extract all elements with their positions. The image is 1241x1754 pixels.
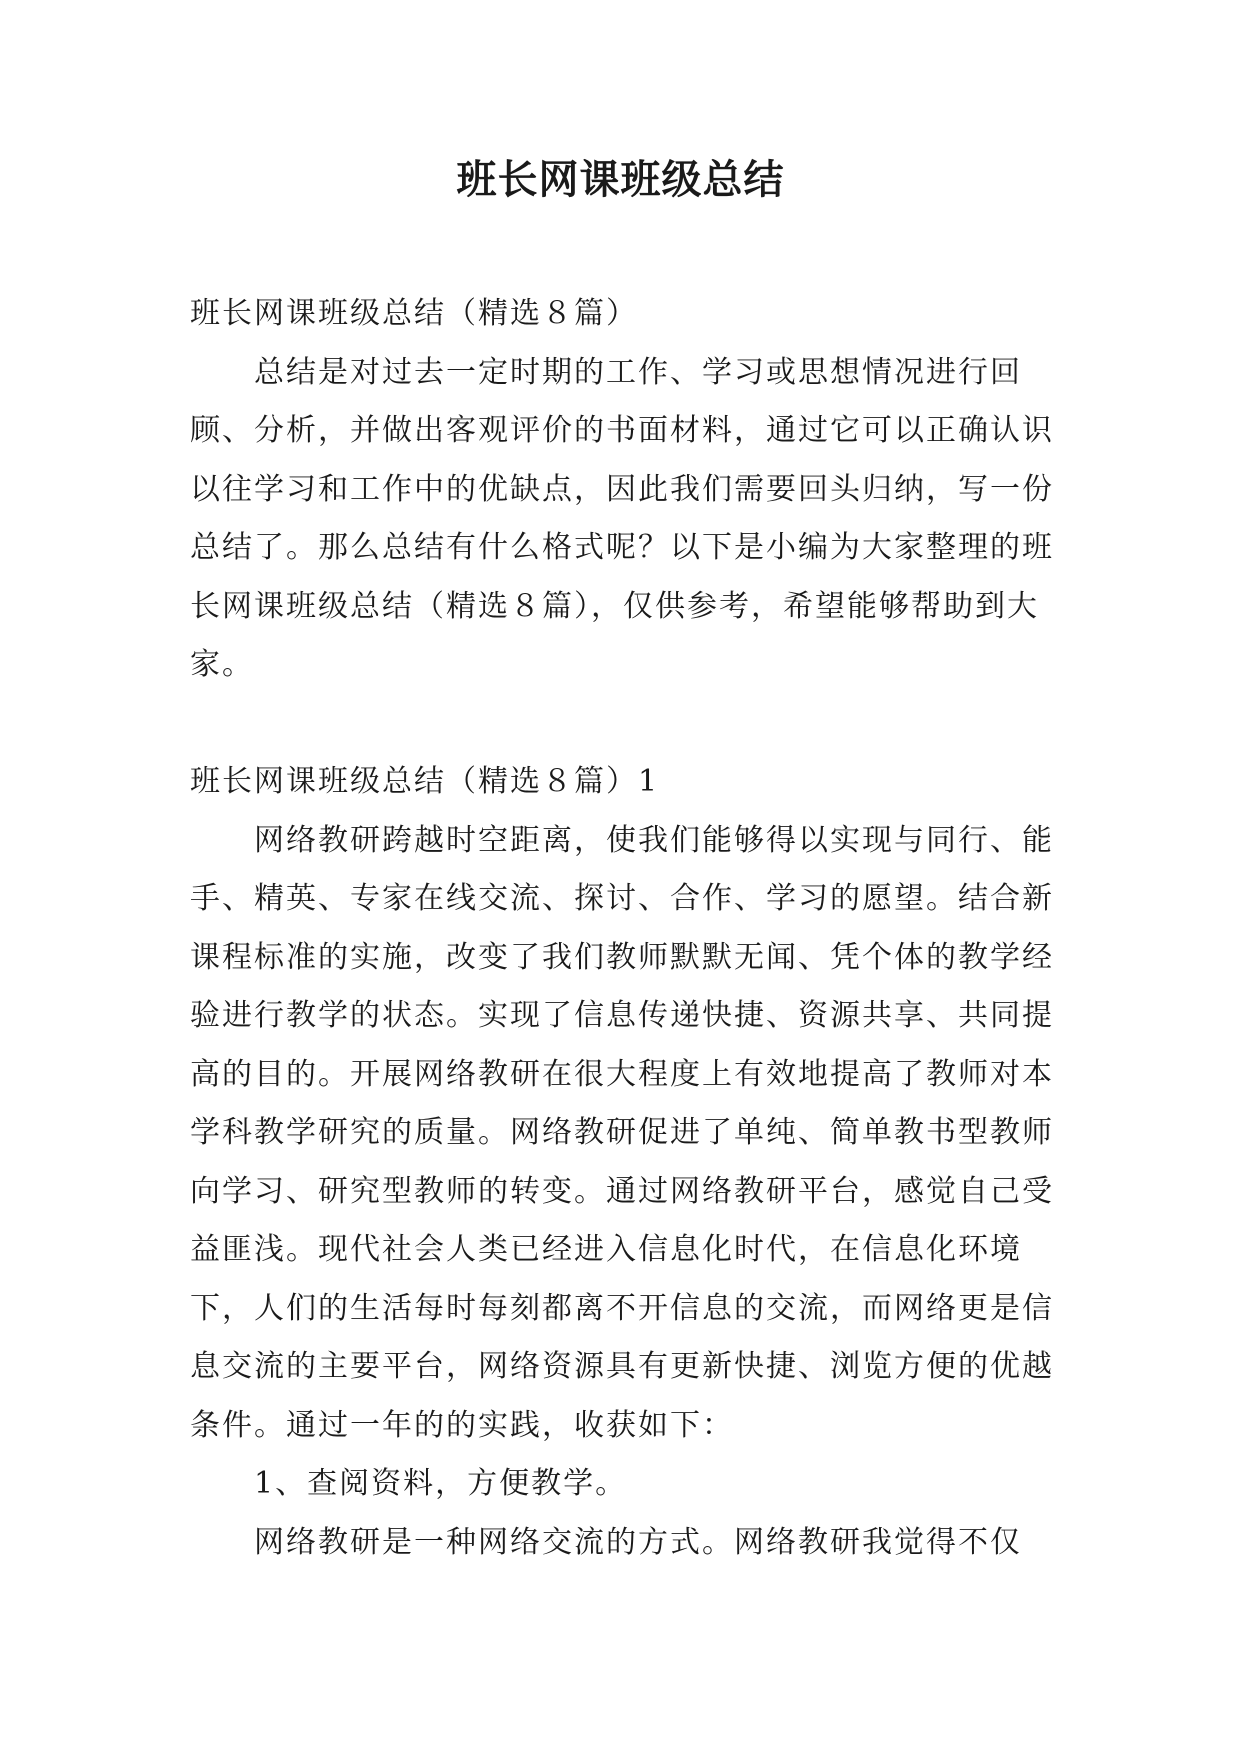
document-title: 班长网课班级总结 — [456, 156, 785, 203]
point-paragraph: 网络教研是一种网络交流的方式。网络教研我觉得不仅 — [254, 1524, 1022, 1560]
document-body — [190, 285, 1066, 1572]
intro-paragraph: 总结是对过去一定时期的工作、学习或思想情况进行回顾、分析，并做出客观评价的书面材料，通过它可以正确认识以往学习和工作中的优缺点，因此我们需要回头归纳，写一份总结了。那么总结有什么格式呢？以下是小编为大家整理的班长网课班级总结（精选８篇），仅供参考，希望能够帮助到大家。 — [190, 354, 1054, 682]
subtitle: 班长网课班级总结（精选８篇） — [190, 296, 638, 331]
section-heading: 班长网课班级总结（精选８篇）1 — [190, 764, 660, 799]
paragraph-gap — [190, 695, 1066, 754]
list-point: 1、查阅资料，方便教学。 — [254, 1466, 628, 1501]
section-paragraph: 网络教研跨越时空距离，使我们能够得以实现与同行、能手、精英、专家在线交流、探讨、合作、学习的愿望。结合新课程标准的实施，改变了我们教师默默无闻、凭个体的教学经验进行教学的状态。实现了信息传递快捷、资源共享、共同提高的目的。开展网络教研在很大程度上有效地提高了教师对本学科教学研究的质量。网络教研促进了单纯、简单教书型教师向学习、研究型教师的转变。通过网络教研平台，感觉自己受益匪浅。现代社会人类已经进入信息化时代，在信息化环境下，人们的生活每时每刻都离不开信息的交流，而网络更是信息交流的主要平台，网络资源具有更新快捷、浏览方便的优越条件。通过一年的的实践，收获如下： — [190, 822, 1054, 1443]
